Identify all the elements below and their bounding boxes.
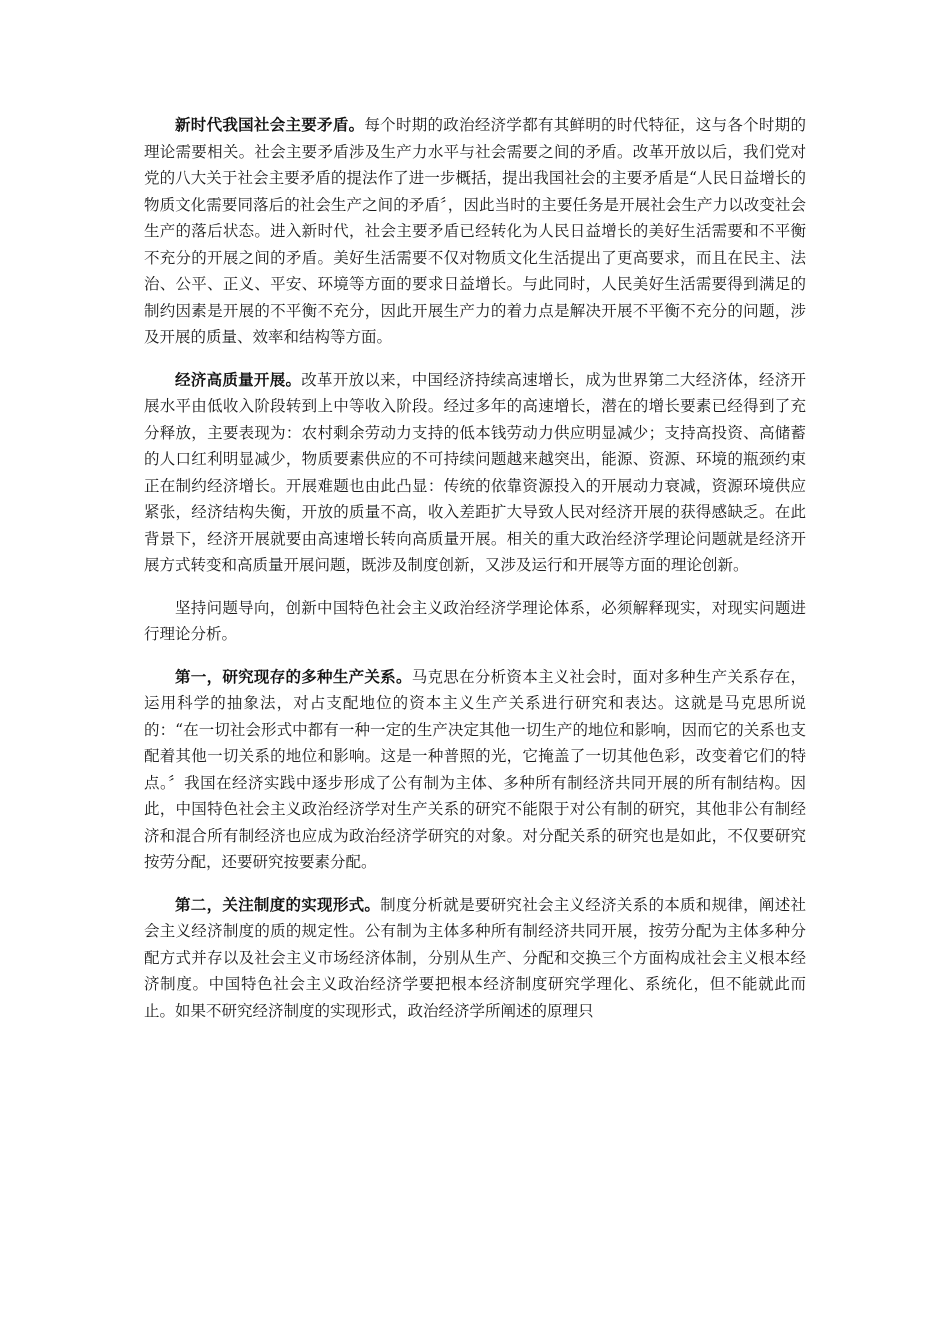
paragraph-heading: 新时代我国社会主要矛盾。	[175, 116, 365, 134]
paragraph-problem-oriented	[144, 595, 806, 648]
paragraph-heading: 经济高质量开展。	[175, 370, 302, 389]
paragraph-body: 制度分析就是要研究社会主义经济关系的本质和规律，阐述社会主义经济制度的质的规定性。公有制为主体多种所有制经济共同开展，按劳分配为主体多种分配方式并存以及社会主义市场经济体制，分别从生产、分配和交换三个方面构成社会主义根本经济制度。中国特色社会主义政治经济学要把根本经济制度研究学理化、系统化，但不能就此而止。如果不研究经济制度的实现形式，政治经济学所阐述的原理只	[144, 895, 806, 1020]
paragraph-institutional-forms	[144, 892, 806, 1025]
paragraph-body: 每个时期的政治经济学都有其鲜明的时代特征，这与各个时期的理论需要相关。社会主要矛盾涉及生产力水平与社会需要之间的矛盾。改革开放以后，我们党对党的八大关于社会主要矛盾的提法作了进一步概括，提出我国社会的主要矛盾是“人民日益增长的物质文化需要同落后的社会生产之间的矛盾〞，因此当时的主要任务是开展社会生产力以改变社会生产的落后状态。进入新时代，社会主要矛盾已经转化为人民日益增长的美好生活需要和不平衡不充分的开展之间的矛盾。美好生活需要不仅对物质文化生活提出了更高要求，而且在民主、法治、公平、正义、平安、环境等方面的要求日益增长。与此同时，人民美好生活需要得到满足的制约因素是开展的不平衡不充分，因此开展生产力的着力点是解决开展不平衡不充分的问题，涉及开展的质量、效率和结构等方面。	[144, 116, 806, 346]
paragraph-body: 坚持问题导向，创新中国特色社会主义政治经济学理论体系，必须解释现实，对现实问题进行理论分析。	[144, 598, 806, 643]
paragraph-production-relations	[144, 664, 806, 876]
paragraph-body: 马克思在分析资本主义社会时，面对多种生产关系存在，运用科学的抽象法，对占支配地位的资本主义生产关系进行研究和表达。这就是马克思所说的：“在一切社会形式中都有一种一定的生产决定其他一切生产的地位和影响，因而它的关系也支配着其他一切关系的地位和影响。这是一种普照的光，它掩盖了一切其他色彩，改变着它们的特点。〞我国在经济实践中逐步形成了公有制为主体、多种所有制经济共同开展的所有制结构。因此，中国特色社会主义政治经济学对生产关系的研究不能限于对公有制的研究，其他非公有制经济和混合所有制经济也应成为政治经济学研究的对象。对分配关系的研究也是如此，不仅要研究按劳分配，还要研究按要素分配。	[144, 667, 806, 871]
paragraph-high-quality-development	[144, 367, 806, 579]
paragraph-heading: 第一，研究现存的多种生产关系。	[175, 667, 412, 686]
paragraph-social-contradiction	[144, 112, 806, 351]
paragraph-heading: 第二，关注制度的实现形式。	[175, 895, 381, 914]
paragraph-body: 改革开放以来，中国经济持续高速增长，成为世界第二大经济体，经济开展水平由低收入阶段转到上中等收入阶段。经过多年的高速增长，潜在的增长要素已经得到了充分释放，主要表现为：农村剩余劳动力支持的低本钱劳动力供应明显减少；支持高投资、高储蓄的人口红利明显减少，物质要素供应的不可持续问题越来越突出，能源、资源、环境的瓶颈约束正在制约经济增长。开展难题也由此凸显：传统的依靠资源投入的开展动力衰减，资源环境供应紧张，经济结构失衡，开放的质量不高，收入差距扩大导致人民对经济开展的获得感缺乏。在此背景下，经济开展就要由高速增长转向高质量开展。相关的重大政治经济学理论问题就是经济开展方式转变和高质量开展问题，既涉及制度创新，又涉及运行和开展等方面的理论创新。	[144, 370, 806, 574]
